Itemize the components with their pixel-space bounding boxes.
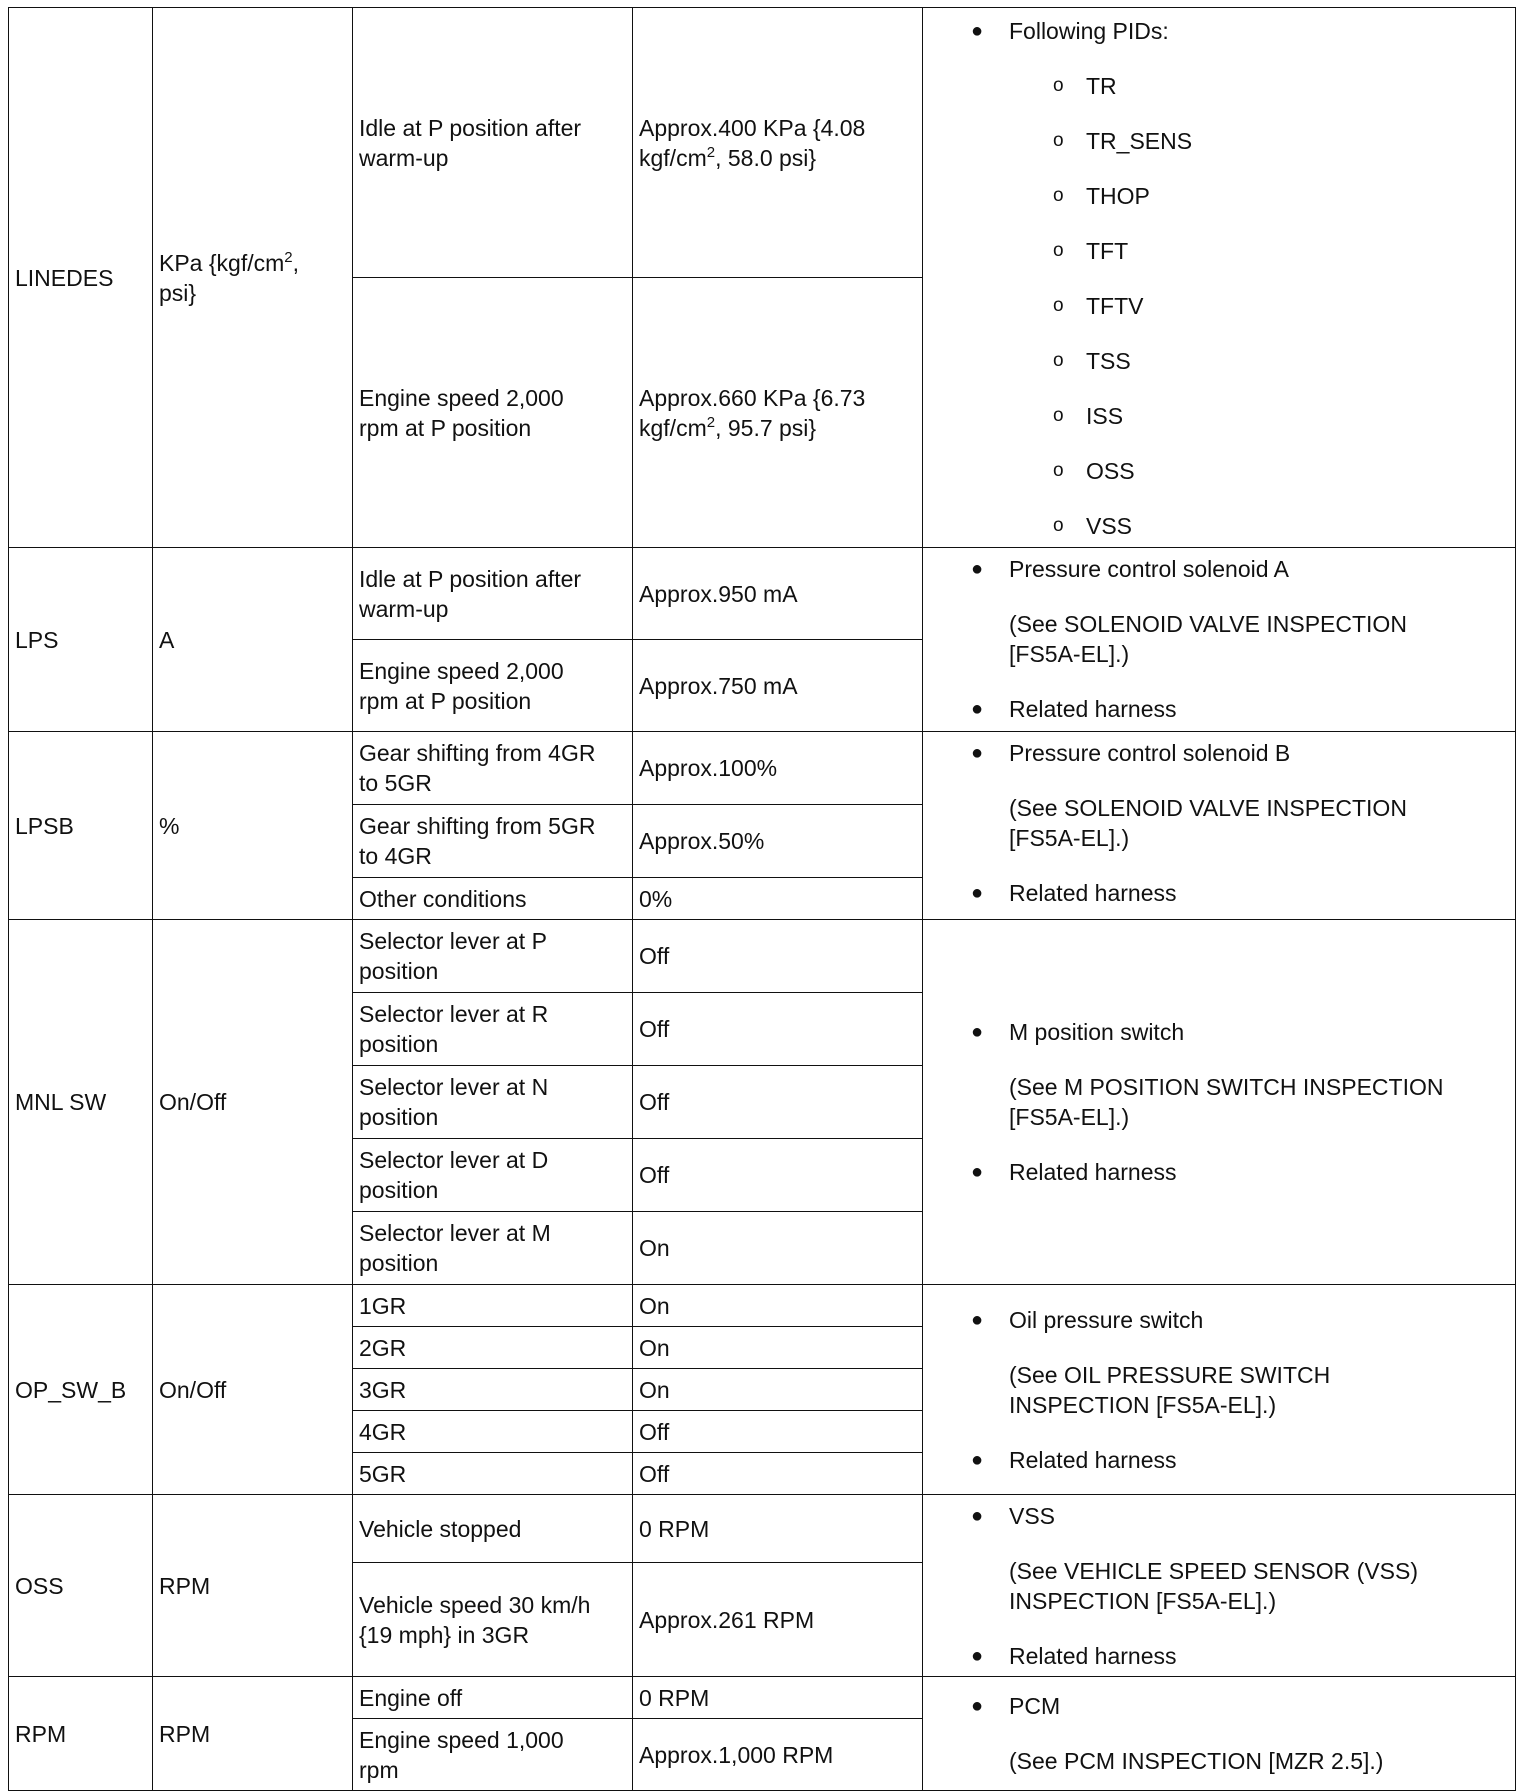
- spec-cell: Off: [633, 920, 923, 993]
- condition-cell: Other conditions: [353, 878, 633, 920]
- pid-list-item: o VSS: [1053, 513, 1133, 539]
- action-cell: [923, 8, 1516, 548]
- ring-bullet-icon: o: [1053, 185, 1064, 206]
- pid-cell: RPM: [9, 1677, 153, 1791]
- action-item: ● VSS: [971, 1503, 1056, 1529]
- action-cell: [923, 548, 1516, 732]
- ring-bullet-icon: o: [1053, 75, 1064, 96]
- ring-bullet-icon: o: [1053, 515, 1064, 536]
- action-item: ● Related harness: [971, 696, 1177, 722]
- spec-cell: Approx.261 RPM: [633, 1563, 923, 1677]
- condition-cell: Gear shifting from 4GR to 5GR: [353, 732, 633, 805]
- bullet-icon: ●: [971, 1448, 984, 1471]
- spec-cell: Approx.50%: [633, 805, 923, 878]
- bullet-icon: ●: [971, 698, 984, 720]
- spec-cell: 0%: [633, 878, 923, 920]
- condition-cell: 3GR: [353, 1369, 633, 1411]
- ring-bullet-icon: o: [1053, 130, 1064, 151]
- pid-list-item: o TR: [1053, 73, 1117, 99]
- table-row: [9, 1285, 1516, 1327]
- condition-cell: Selector lever at P position: [353, 920, 633, 993]
- bullet-icon: ●: [971, 20, 984, 42]
- action-cell: [923, 732, 1516, 920]
- pid-list-item: o TR_SENS: [1053, 128, 1193, 154]
- spec-cell: Off: [633, 1411, 923, 1453]
- bullet-icon: ●: [971, 1505, 984, 1527]
- condition-cell: Vehicle stopped: [353, 1495, 633, 1563]
- pid-list-item: o TFTV: [1053, 293, 1144, 319]
- condition-cell: Engine speed 2,000 rpm at P position: [353, 278, 633, 548]
- spec-cell: Approx.100%: [633, 732, 923, 805]
- pid-cell: MNL SW: [9, 920, 153, 1285]
- pid-list-item: o OSS: [1053, 458, 1135, 484]
- pid-cell: OSS: [9, 1495, 153, 1677]
- action-item: ● Related harness: [971, 1643, 1177, 1669]
- table-row: [9, 1677, 1516, 1719]
- ring-bullet-icon: o: [1053, 240, 1064, 261]
- pid-list-item: o THOP: [1053, 183, 1150, 209]
- spec-cell: Off: [633, 1066, 923, 1139]
- condition-cell: 5GR: [353, 1453, 633, 1495]
- spec-cell: Approx.1,000 RPM: [633, 1719, 923, 1791]
- table-row: [9, 920, 1516, 993]
- spec-cell: On: [633, 1369, 923, 1411]
- bullet-icon: ●: [971, 882, 984, 904]
- ring-bullet-icon: o: [1053, 350, 1064, 371]
- bullet-icon: ●: [971, 1021, 984, 1043]
- pid-list-item: o TSS: [1053, 348, 1131, 374]
- condition-cell: Idle at P position after warm-up: [353, 548, 633, 640]
- action-item: ● PCM: [971, 1693, 1061, 1719]
- spec-cell: On: [633, 1327, 923, 1369]
- action-item: ● Related harness: [971, 880, 1177, 906]
- spec-cell: 0 RPM: [633, 1495, 923, 1563]
- ring-bullet-icon: o: [1053, 295, 1064, 316]
- action-item: ● Following PIDs:: [971, 18, 1169, 44]
- action-note: (See OIL PRESSURE SWITCH INSPECTION [FS5A-EL].): [1009, 1361, 1331, 1418]
- bullet-icon: ●: [971, 1308, 984, 1331]
- bullet-icon: ●: [971, 558, 984, 580]
- pid-cell: OP_SW_B: [9, 1285, 153, 1495]
- action-note: (See SOLENOID VALVE INSPECTION [FS5A-EL].): [1009, 611, 1407, 667]
- bullet-icon: ●: [971, 1695, 984, 1717]
- action-note: (See VEHICLE SPEED SENSOR (VSS) INSPECTION [FS5A-EL].): [1009, 1558, 1419, 1614]
- unit-cell: KPa {$kgf/cm^2$, psi}: [153, 8, 353, 548]
- action-cell: [923, 1495, 1516, 1677]
- bullet-icon: ●: [971, 1645, 984, 1667]
- condition-cell: Vehicle speed 30 km/h {19 mph} in 3GR: [353, 1563, 633, 1677]
- action-note: (See SOLENOID VALVE INSPECTION [FS5A-EL].): [1009, 795, 1407, 851]
- condition-cell: 4GR: [353, 1411, 633, 1453]
- spec-cell: Approx.750 mA: [633, 640, 923, 732]
- condition-cell: Engine speed 2,000 rpm at P position: [353, 640, 633, 732]
- action-cell: [923, 1677, 1516, 1791]
- ring-bullet-icon: o: [1053, 460, 1064, 481]
- action-cell: [923, 1285, 1516, 1495]
- condition-cell: 1GR: [353, 1285, 633, 1327]
- pid-list-item: o ISS: [1053, 403, 1124, 429]
- condition-cell: Gear shifting from 5GR to 4GR: [353, 805, 633, 878]
- action-item: ● M position switch: [971, 1019, 1185, 1045]
- action-item: ● Pressure control solenoid A: [971, 556, 1289, 582]
- action-item: ● Pressure control solenoid B: [971, 740, 1291, 766]
- condition-cell: Engine speed 1,000 rpm: [353, 1719, 633, 1791]
- unit-cell: RPM: [153, 1495, 353, 1677]
- pid-cell: LPSB: [9, 732, 153, 920]
- table-row: [9, 548, 1516, 640]
- pid-monitor-table: [8, 7, 1516, 1791]
- unit-cell: On/Off: [153, 920, 353, 1285]
- unit-cell: RPM: [153, 1677, 353, 1791]
- action-cell: [923, 920, 1516, 1285]
- condition-cell: 2GR: [353, 1327, 633, 1369]
- spec-cell: Approx.950 mA: [633, 548, 923, 640]
- unit-cell: %: [153, 732, 353, 920]
- condition-cell: Engine off: [353, 1677, 633, 1719]
- unit-cell: A: [153, 548, 353, 732]
- spec-cell: Off: [633, 1453, 923, 1495]
- pid-list-item: o TFT: [1053, 238, 1129, 264]
- spec-cell: Approx.400 KPa {4.08 kgf/$cm^2$, 58.0 psi}: [633, 8, 923, 278]
- bullet-icon: ●: [971, 1161, 984, 1183]
- table-row: [9, 8, 1516, 278]
- table-row: [9, 1495, 1516, 1563]
- pid-cell: LPS: [9, 548, 153, 732]
- spec-cell: On: [633, 1285, 923, 1327]
- spec-cell: Approx.660 KPa {6.73 kgf/$cm^2$, 95.7 psi}: [633, 278, 923, 548]
- action-item: ● Oil pressure switch: [971, 1306, 1204, 1333]
- condition-cell: Selector lever at N position: [353, 1066, 633, 1139]
- spec-cell: 0 RPM: [633, 1677, 923, 1719]
- pid-cell: LINEDES: [9, 8, 153, 548]
- action-note: (See PCM INSPECTION [MZR 2.5].): [1009, 1748, 1384, 1774]
- table-row: [9, 732, 1516, 805]
- action-note: (See M POSITION SWITCH INSPECTION [FS5A-EL].): [1009, 1074, 1444, 1130]
- spec-cell: Off: [633, 993, 923, 1066]
- action-item: ● Related harness: [971, 1446, 1177, 1473]
- condition-cell: Selector lever at R position: [353, 993, 633, 1066]
- condition-cell: Selector lever at D position: [353, 1139, 633, 1212]
- ring-bullet-icon: o: [1053, 405, 1064, 426]
- unit-cell: On/Off: [153, 1285, 353, 1495]
- condition-cell: Idle at P position after warm-up: [353, 8, 633, 278]
- spec-cell: Off: [633, 1139, 923, 1212]
- spec-cell: On: [633, 1212, 923, 1285]
- condition-cell: Selector lever at M position: [353, 1212, 633, 1285]
- bullet-icon: ●: [971, 742, 984, 764]
- action-item: ● Related harness: [971, 1159, 1177, 1185]
